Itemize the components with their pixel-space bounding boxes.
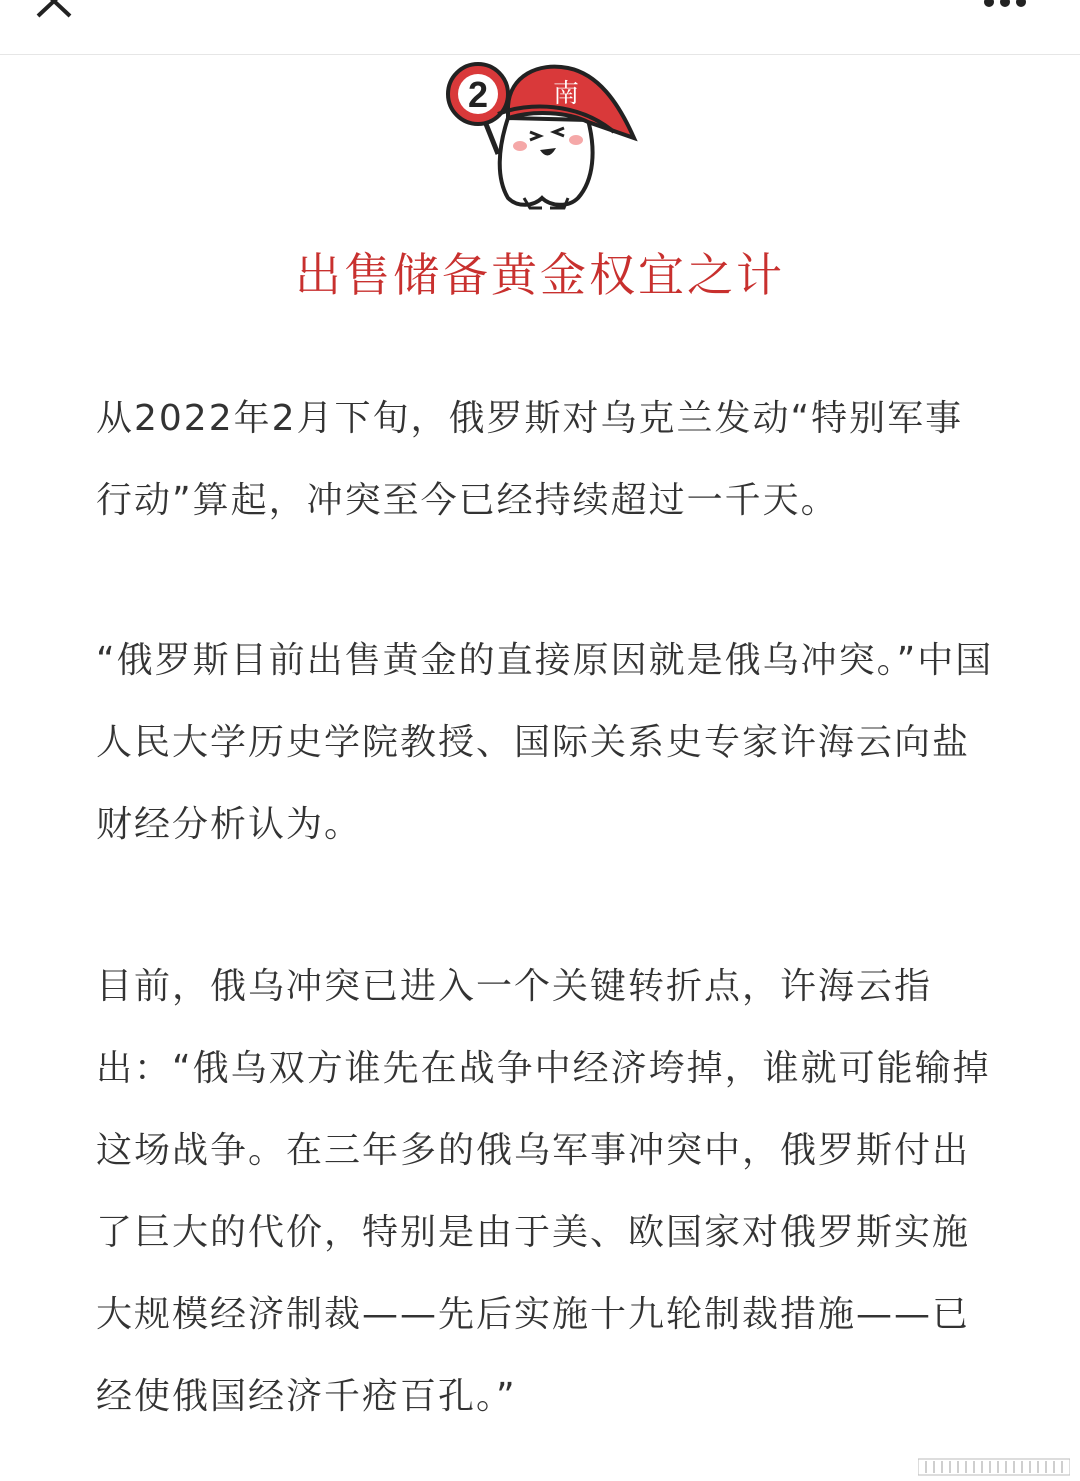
close-button[interactable] [28, 0, 78, 26]
article-paragraph-2: “俄罗斯目前出售黄金的直接原因就是俄乌冲突。”中国人民大学历史学院教授、国际关系史专家许海云向盐财经分析认为。 [96, 640, 994, 845]
more-button[interactable] [984, 0, 1044, 6]
mascot-hat-char: 南 [552, 79, 580, 109]
watermark-logo [918, 1457, 1070, 1477]
mascot-image [438, 58, 642, 214]
more-dots-icon [984, 0, 994, 7]
article-title: 出售储备黄金权宜之计 [295, 248, 785, 302]
article-paragraph-3: 目前，俄乌冲突已进入一个关键转折点，许海云指出：“俄乌双方谁先在战争中经济垮掉，谁就可能输掉这场战争。在三年多的俄乌军事冲突中，俄罗斯付出了巨大的代价，特别是由于美、欧国家对俄罗斯实施大规模经济制裁——先后实施十九轮制裁措施——已经使俄国经济千疮百孔。” [96, 966, 991, 1417]
article-paragraph-1: 从2022年2月下旬，俄罗斯对乌克兰发动“特别军事行动”算起，冲突至今已经持续超过一千天。 [96, 398, 964, 521]
mascot-badge-number: 2 [467, 74, 489, 115]
top-bar [0, 0, 1080, 55]
close-icon [28, 0, 78, 26]
